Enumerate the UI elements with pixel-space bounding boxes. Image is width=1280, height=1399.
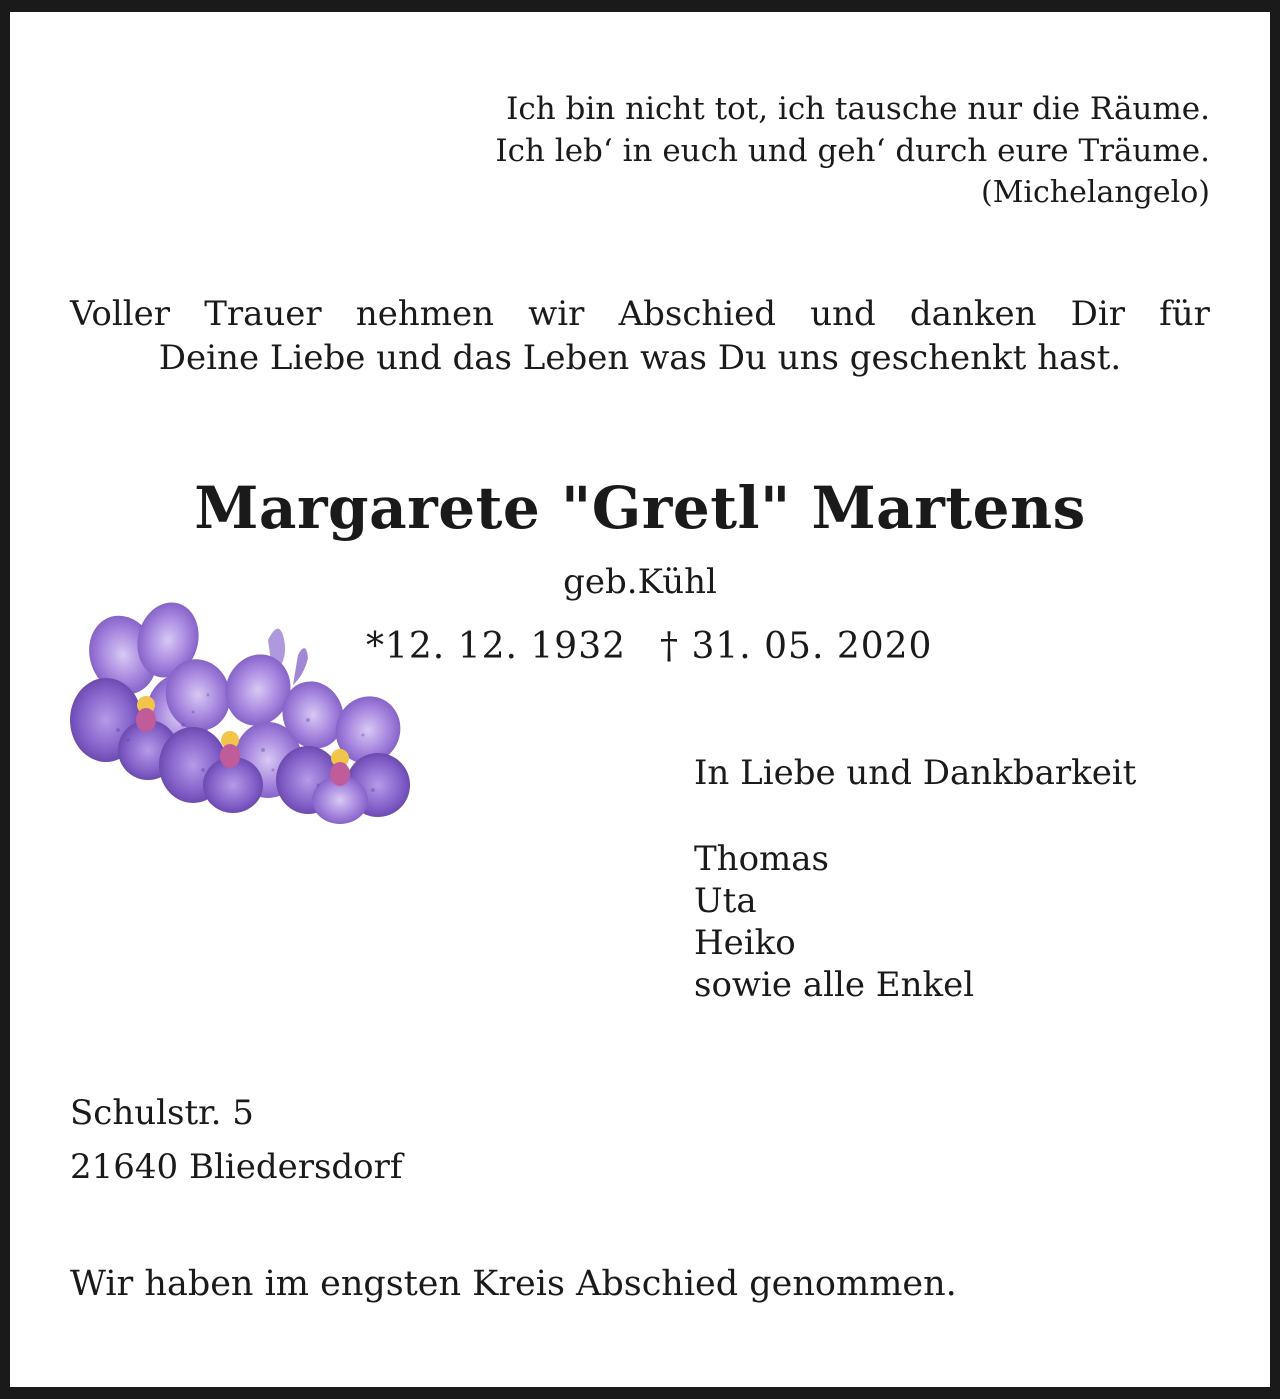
- orchid-image: [68, 600, 413, 825]
- intro-text: [70, 292, 1210, 380]
- family-list: [694, 838, 974, 1006]
- quote-block: [495, 88, 1210, 214]
- birth-date: *12. 12. 1932: [366, 626, 627, 667]
- intro-line-1: [70, 292, 1210, 336]
- intro-word: Voller: [70, 294, 171, 334]
- family-member: Thomas: [694, 839, 830, 879]
- signoff-text: In Liebe und Dankbarkeit: [694, 753, 1137, 793]
- birth-name: geb.Kühl: [563, 562, 717, 602]
- closing-text: Wir haben im engsten Kreis Abschied genommen.: [70, 1264, 957, 1304]
- intro-line-2: Deine Liebe und das Leben was Du uns geschenkt hast.: [158, 338, 1122, 378]
- intro-word: nehmen: [355, 294, 495, 334]
- intro-word: wir: [528, 294, 585, 334]
- address-block: [70, 1086, 402, 1194]
- family-member: Heiko: [694, 923, 796, 963]
- intro-word: und: [810, 294, 876, 334]
- family-member: Uta: [694, 881, 757, 921]
- intro-word: danken: [909, 294, 1037, 334]
- quote-line-2: Ich leb‘ in euch und geh‘ durch eure Träume.: [495, 133, 1210, 169]
- intro-word: Abschied: [618, 294, 777, 334]
- death-date: † 31. 05. 2020: [660, 626, 933, 667]
- intro-word: für: [1159, 294, 1210, 334]
- quote-line-1: Ich bin nicht tot, ich tausche nur die Räume.: [506, 91, 1210, 127]
- deceased-name: Margarete "Gretl" Martens: [194, 474, 1086, 542]
- family-member: sowie alle Enkel: [694, 965, 975, 1005]
- quote-author: (Michelangelo): [980, 175, 1210, 210]
- address-street: Schulstr. 5: [70, 1093, 254, 1133]
- address-city: 21640 Bliedersdorf: [70, 1147, 403, 1187]
- intro-word: Trauer: [204, 294, 322, 334]
- intro-word: Dir: [1070, 294, 1126, 334]
